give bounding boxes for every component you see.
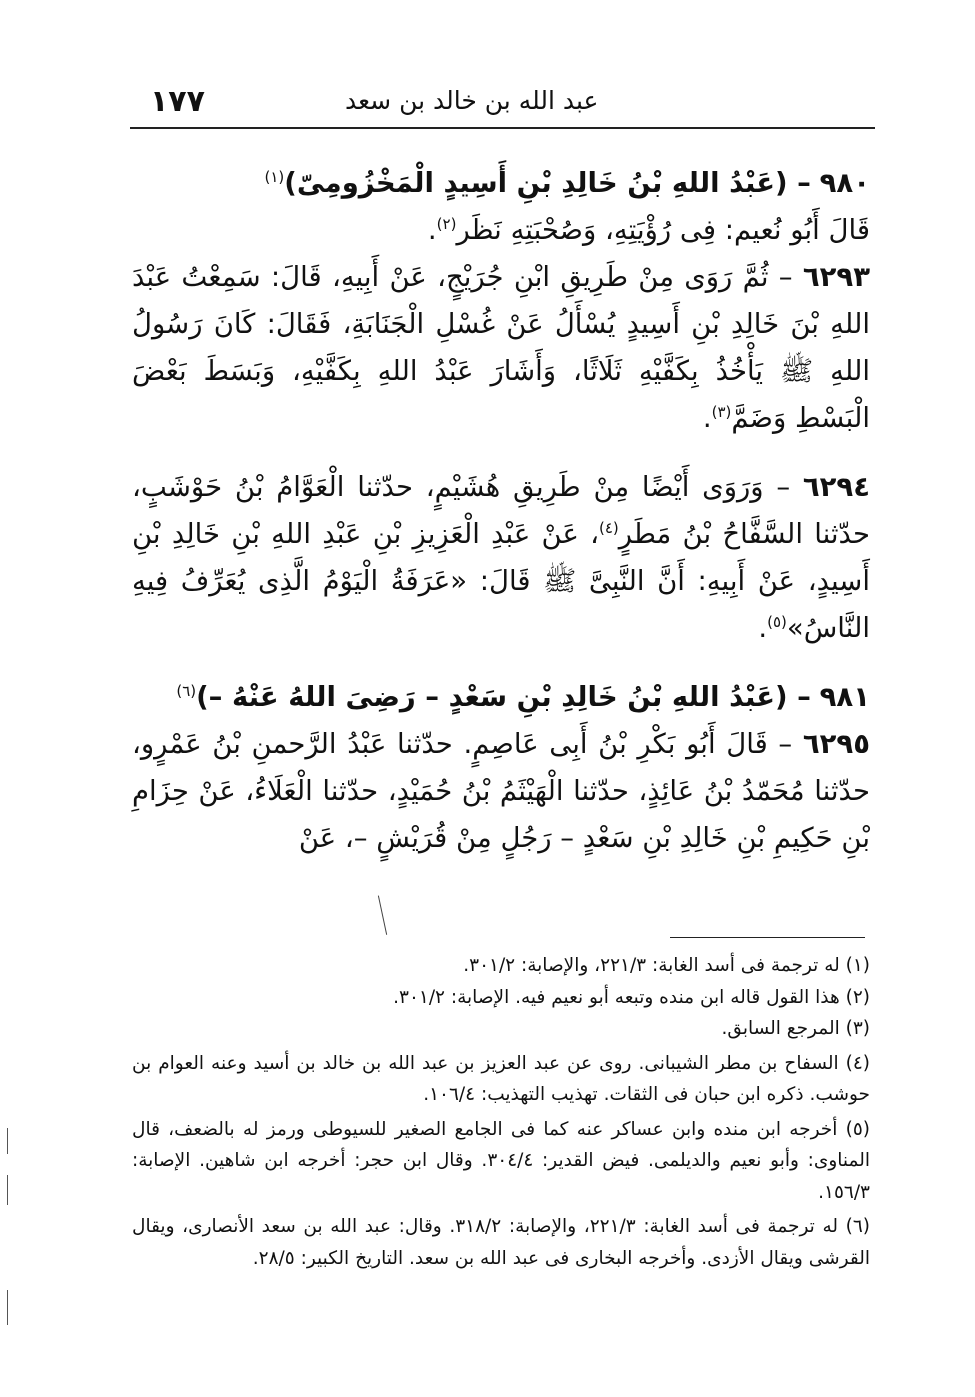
footnote-ref: (٣) [711, 402, 732, 421]
footnote-rule [670, 937, 865, 938]
header-rule [130, 127, 875, 129]
footnote-6: (٦) له ترجمة فى أسد الغابة: ٢٢١/٣، والإصابة: ٣١٨/٢. وقال: عبد الله بن سعد الأنصارى، ويقال القرشى ويقال الأزدى. وأخرجه البخارى فى عبد الله بن سعد. التاريخ الكبير: ٢٨/٥. [132, 1216, 871, 1269]
hadith-6294 [132, 464, 870, 652]
footnotes [132, 950, 870, 1274]
paragraph-end: . [758, 612, 768, 644]
running-title: عبد الله بن خالد بن سعد [345, 86, 599, 115]
footnote-4: (٤) السفاح بن مطر الشيبانى. روى عن عبد العزيز بن عبد الله بن خالد بن أسيد وعنه العوام بن حوشب. ذكره ابن حبان فى الثقات. تهذيب التهذيب: ١٠٦/٤. [132, 1052, 870, 1105]
footnote-ref: (١) [264, 167, 285, 186]
hadith-text: – ثُمَّ رَوَى مِنْ طَرِيقِ ابْنِ جُرَيْجٍ، عَنْ أَبِيهِ، قَالَ: سَمِعْتُ عَبْدَ اللهِ بْنَ خَالِدِ بْنِ أَسِيدٍ يُسْأَلُ عَنْ غُسْلِ الْجَنَابَةِ، فَقَالَ: كَانَ رَسُولُ اللهِ ﷺ يَأْخُذُ بِكَفَّيْهِ ثَلَاثًا، وَأَشَارَ عَبْدُ اللهِ بِكَفَّيْهِ، وَبَسَطَ بَعْضَ الْبَسْطِ وَضَمَّ [132, 261, 870, 434]
paragraph-end: . [702, 402, 712, 434]
footnote-ref: (٥) [767, 612, 787, 631]
footnote-2: (٢) هذا القول قاله ابن منده وتبعه أبو نعيم فيه. الإصابة: ٣٠١/٢. [393, 986, 870, 1008]
spacer [132, 442, 870, 464]
hadith-6293 [132, 254, 870, 442]
hadith-text: – قَالَ أَبُو بَكْرِ بْنُ أَبِى عَاصِمٍ. حدّثنا عَبْدُ الرَّحمنِ بْنُ عَمْرٍو، حدّثنا مُحَمّدُ بْنُ عَائِذٍ، حدّثنا الْهَيْثَمُ بْنُ حُمَيْدٍ، حدّثنا الْعَلَاءُ، عَنْ حِزَامِ بْنِ حَكِيمِ بْنِ خَالِدِ بْنِ سَعْدٍ – رَجُلٍ مِنْ قُرَيْشٍ –، عَنْ [132, 728, 870, 854]
footnote-ref: (٦) [176, 681, 197, 700]
paragraph-text: قَالَ أَبُو نُعيم: فِى رُؤْيَتِهِ، وَصُحْبَتِهِ نَظَر [456, 214, 870, 246]
footnote-1: (١) له ترجمة فى أسد الغابة: ٢٢١/٣، والإصابة: ٣٠١/٢. [463, 955, 870, 976]
entry-980-heading [132, 160, 870, 207]
footnote-ref: (٢) [436, 214, 457, 233]
spacer [132, 652, 870, 674]
entry-number: ٩٨١ [819, 681, 870, 713]
entry-980-text [132, 207, 870, 254]
entry-heading: – (عَبْدُ اللهِ بْنُ خَالِدِ بْنِ سَعْدٍ – رَضِىَ اللهُ عَنْهُ –) [196, 681, 811, 713]
footnote-5: (٥) أخرجه ابن منده وابن عساكر عنه كما فى الجامع الصغير للسيوطى ورمز له بالضعف، قال المناوى: وأبو نعيم والديلمى. فيض القدير: ٣٠٤/٤. وقال ابن حجر: أخرجه ابن شاهين. الإصابة: ١٥٦/٣. [132, 1118, 870, 1203]
scan-edge-mark [7, 1128, 8, 1154]
footnote-ref: (٤) [599, 518, 619, 537]
hadith-text-continued: ، عَنْ عَبْدِ الْعَزِيزِ بْنِ عَبْدِ اللهِ بْنِ خَالِدِ بْنِ أَسِيدٍ، عَنْ أَبِيهِ: أَنَّ النَّبِىَّ ﷺ قَالَ: «عَرَفَةُ الْيَوْمُ الَّذِى يُعَرِّفُ فِيهِ النَّاسُ» [132, 518, 870, 644]
scan-edge-mark [7, 1290, 8, 1325]
entry-981-heading [132, 674, 870, 721]
hadith-6295 [132, 721, 870, 862]
hadith-text: – وَرَوَى أَيْضًا مِنْ طَرِيقِ هُشَيْمٍ، حدّثنا الْعَوَّامُ بْنُ حَوْشَبٍ، حدّثنا السَّفَّاحُ بْنُ مَطَرٍ [132, 471, 870, 550]
hadith-number: ٦٢٩٣ [802, 261, 870, 293]
scan-edge-mark [7, 1175, 8, 1205]
entry-heading: – (عَبْدُ اللهِ بْنُ خَالِدِ بْنِ أَسِيدٍ الْمَخْزُومِىّ) [284, 167, 811, 199]
footnote-3: (٣) المرجع السابق. [721, 1018, 870, 1039]
hadith-number: ٦٢٩٤ [802, 471, 870, 503]
page-header [130, 82, 875, 122]
pen-stroke-mark [378, 895, 389, 935]
main-text [132, 160, 870, 862]
entry-number: ٩٨٠ [819, 167, 870, 199]
paragraph-end: . [427, 214, 437, 246]
hadith-number: ٦٢٩٥ [802, 728, 870, 760]
page-number: ١٧٧ [150, 84, 205, 119]
